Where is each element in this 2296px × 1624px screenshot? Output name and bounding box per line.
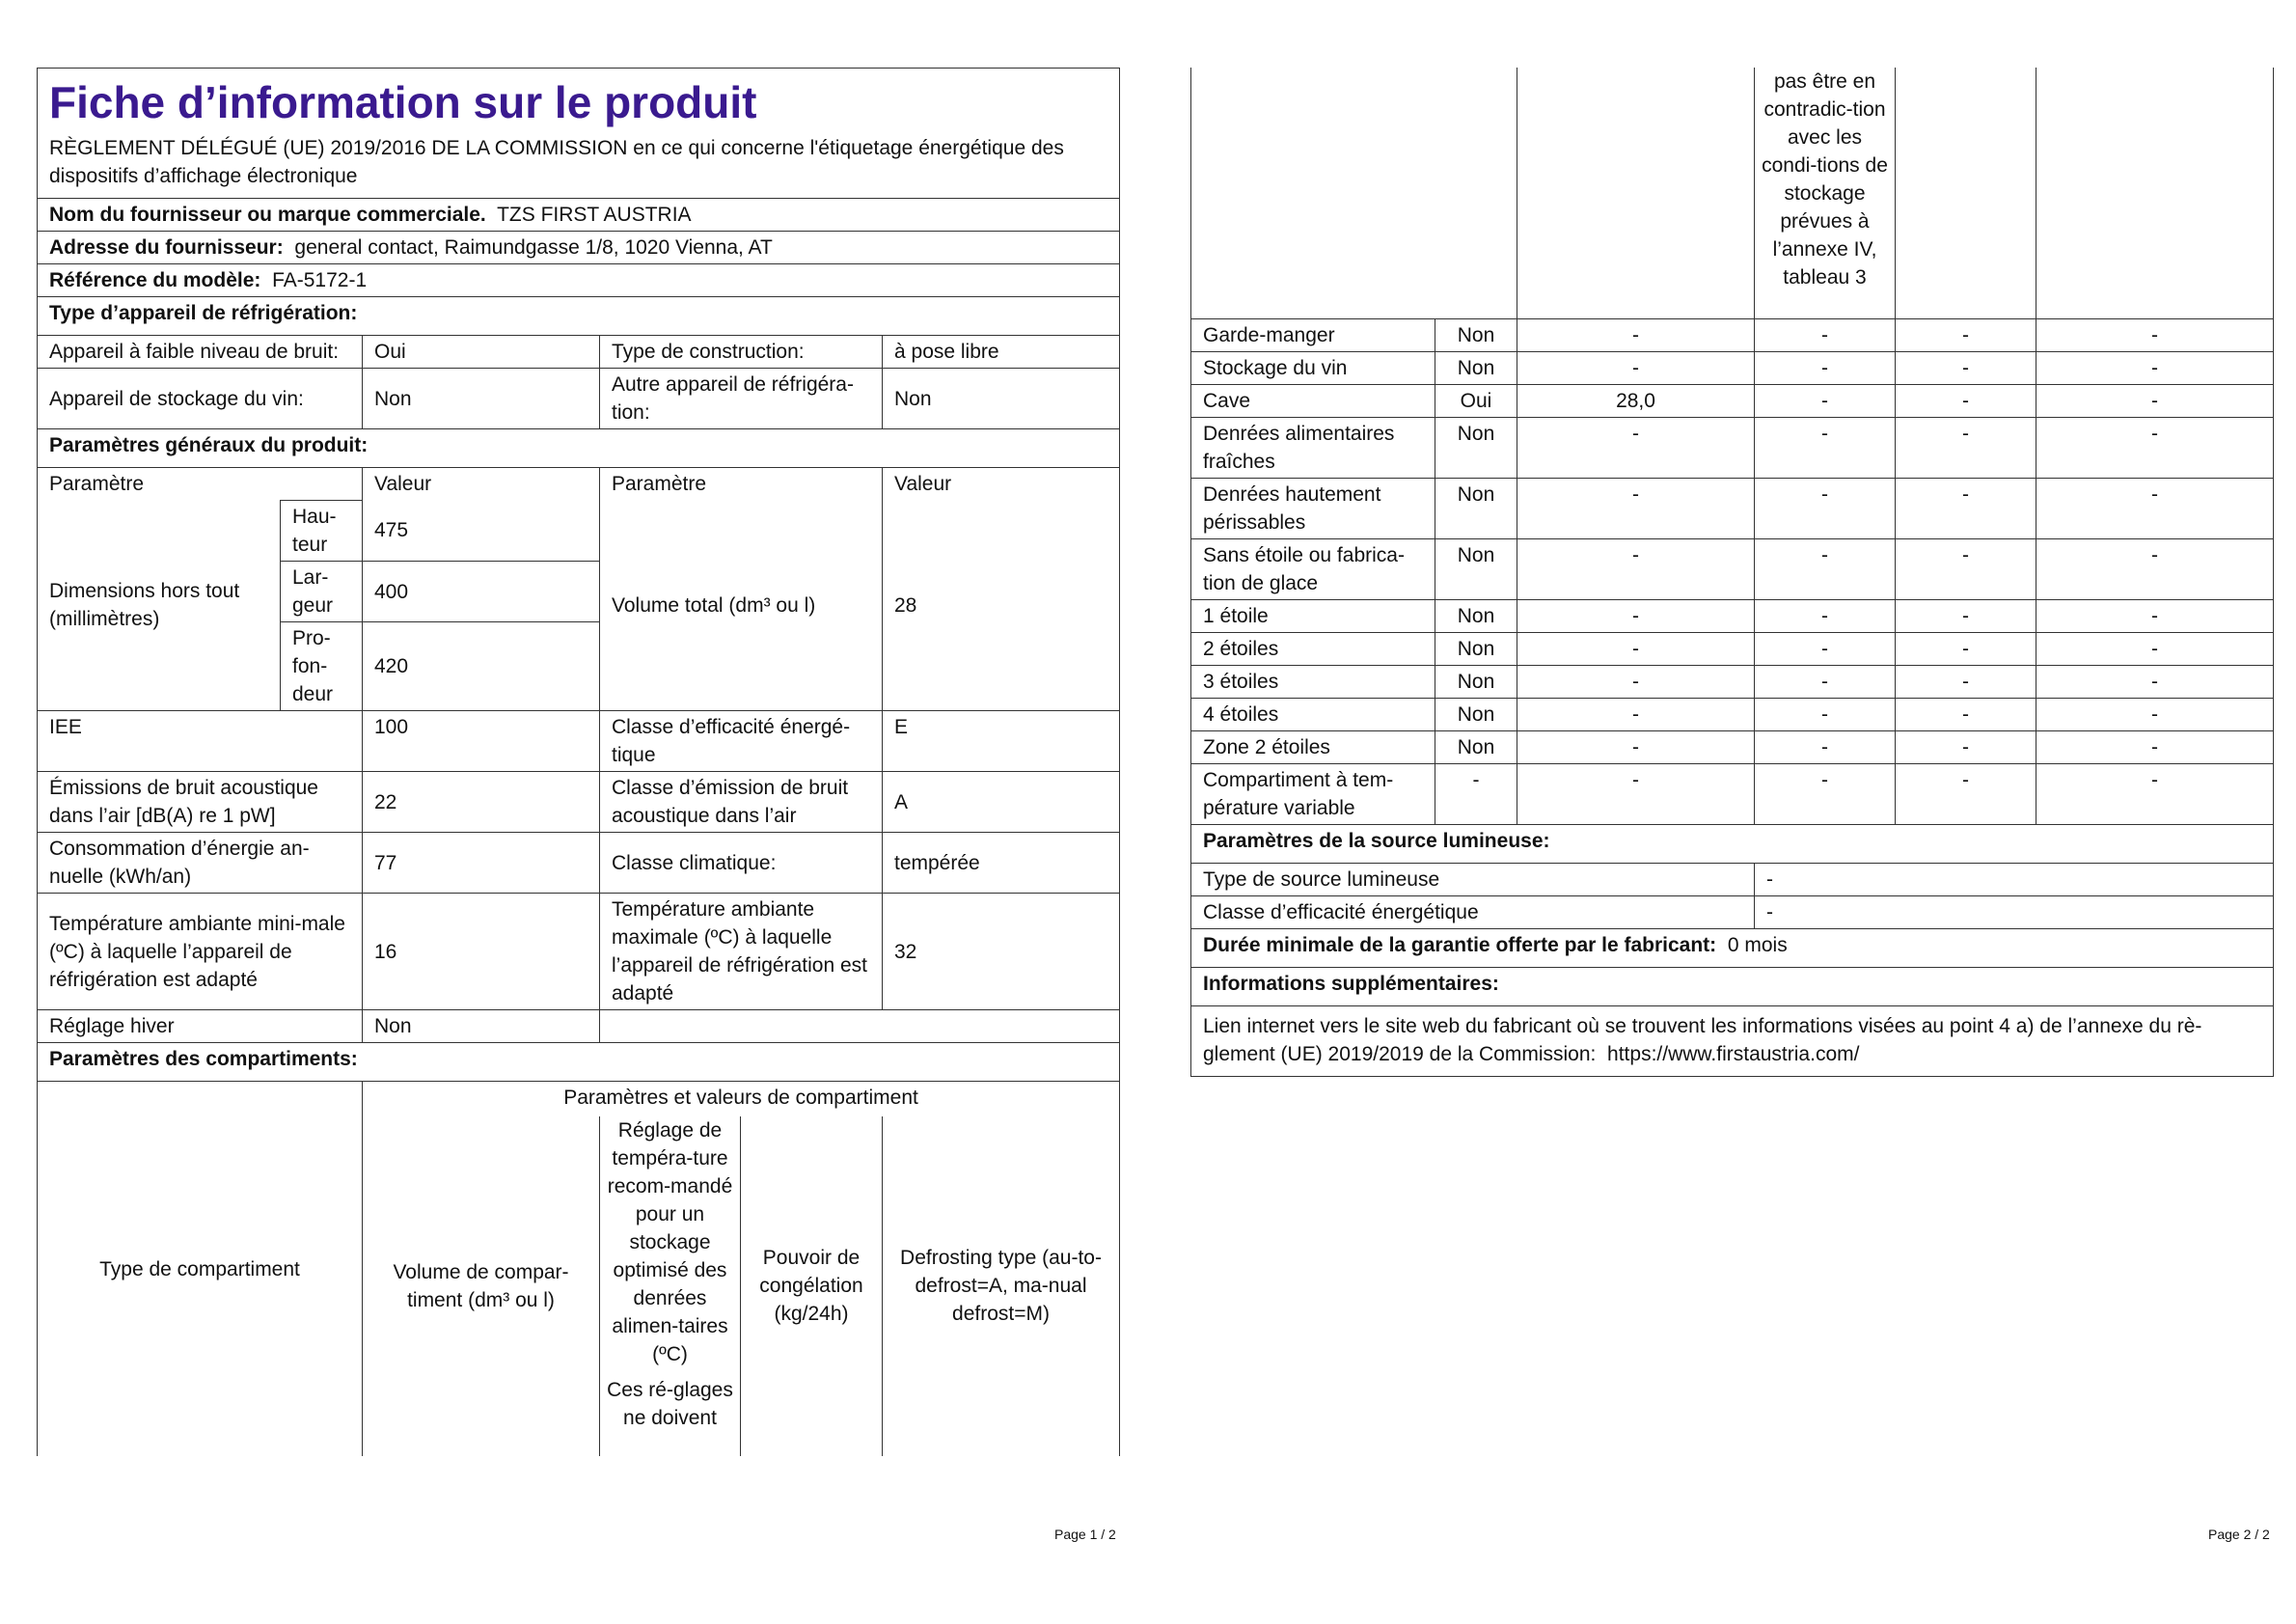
compartment-row	[1191, 764, 2274, 825]
low-noise-label: Appareil à faible niveau de bruit:	[38, 336, 363, 369]
compartment-type: Denrées hautement périssables	[1191, 479, 1435, 539]
compartment-volume: -	[1517, 764, 1755, 825]
noise-class-label: Classe d’émission de bruit acoustique dans l’air	[600, 772, 883, 833]
compartment-defrost: -	[2036, 666, 2274, 699]
compartment-temp: -	[1755, 319, 1896, 352]
compartment-row	[1191, 699, 2274, 731]
compartment-freeze: -	[1896, 731, 2036, 764]
winter-value: Non	[363, 1010, 600, 1043]
consumption-value: 77	[363, 833, 600, 894]
supplier-name-label: Nom du fournisseur ou marque commerciale.	[49, 204, 486, 226]
compartment-present: Non	[1435, 633, 1517, 666]
compartment-type: Stockage du vin	[1191, 352, 1435, 385]
construction-value: à pose libre	[883, 336, 1120, 369]
volume-value: 28	[883, 501, 1120, 711]
compartment-type: Zone 2 étoiles	[1191, 731, 1435, 764]
compartment-type: 2 étoiles	[1191, 633, 1435, 666]
light-heading: Paramètres de la source lumineuse:	[1203, 830, 1550, 852]
compartment-row	[1191, 600, 2274, 633]
compartment-present: Non	[1435, 699, 1517, 731]
compartment-volume: -	[1517, 600, 1755, 633]
value-header-2: Valeur	[883, 468, 1120, 501]
compartment-defrost: -	[2036, 633, 2274, 666]
compartment-present: Non	[1435, 600, 1517, 633]
other-appliance-label: Autre appareil de réfrigéra-tion:	[600, 369, 883, 429]
compartment-defrost: -	[2036, 764, 2274, 825]
compartment-volume: -	[1517, 319, 1755, 352]
compartments-header-table	[37, 1082, 1120, 1456]
page-1	[37, 68, 1119, 1456]
value-header: Valeur	[363, 468, 600, 501]
compartment-temp: -	[1755, 600, 1896, 633]
compartments-table	[1190, 68, 2274, 1077]
compartment-defrost: -	[2036, 699, 2274, 731]
compartment-present: Non	[1435, 479, 1517, 539]
compartment-freeze: -	[1896, 418, 2036, 479]
consumption-label: Consommation d’énergie an-nuelle (kWh/an)	[38, 833, 363, 894]
winter-label: Réglage hiver	[38, 1010, 363, 1043]
compartment-type: Cave	[1191, 385, 1435, 418]
compartment-row	[1191, 479, 2274, 539]
compartment-defrost: -	[2036, 539, 2274, 600]
compartment-type: Garde-manger	[1191, 319, 1435, 352]
compartment-freeze: -	[1896, 699, 2036, 731]
warranty-value: 0 mois	[1727, 934, 1788, 956]
max-temp-value: 32	[883, 894, 1120, 1010]
climate-value: tempérée	[883, 833, 1120, 894]
efficiency-class-label: Classe d’efficacité énergé-tique	[600, 711, 883, 772]
light-type-label: Type de source lumineuse	[1191, 864, 1755, 896]
compartment-row	[1191, 539, 2274, 600]
compartment-defrost: -	[2036, 319, 2274, 352]
min-temp-label: Température ambiante mini-male (ºC) à laquelle l’appareil de réfrigération est adapté	[38, 894, 363, 1010]
compartment-row	[1191, 633, 2274, 666]
max-temp-label: Température ambiante maximale (ºC) à laquelle l’appareil de réfrigération est adapté	[600, 894, 883, 1010]
param-header: Paramètre	[38, 468, 363, 501]
compartment-temp: -	[1755, 731, 1896, 764]
width-value: 400	[363, 562, 600, 622]
regulation-text: RÈGLEMENT DÉLÉGUÉ (UE) 2019/2016 DE LA COMMISSION en ce qui concerne l'étiquetage énergétique des dispositifs d’affichage électronique	[38, 132, 1120, 199]
compartment-type: Sans étoile ou fabrica-tion de glace	[1191, 539, 1435, 600]
compartment-temp: -	[1755, 666, 1896, 699]
depth-value: 420	[363, 622, 600, 711]
compartment-type: 3 étoiles	[1191, 666, 1435, 699]
col-volume-header: Volume de compar-timent (dm³ ou l)	[363, 1116, 600, 1456]
noise-value: 22	[363, 772, 600, 833]
col-defrost-header: Defrosting type (au-to-defrost=A, ma-nual defrost=M)	[883, 1116, 1120, 1456]
compartment-group-header: Paramètres et valeurs de compartiment	[363, 1082, 1120, 1116]
supplier-address-value: general contact, Raimundgasse 1/8, 1020 Vienna, AT	[294, 236, 773, 259]
compartment-temp: -	[1755, 352, 1896, 385]
compartment-freeze: -	[1896, 539, 2036, 600]
compartment-volume: -	[1517, 633, 1755, 666]
wine-value: Non	[363, 369, 600, 429]
additional-text: Lien internet vers le site web du fabricant où se trouvent les informations visées au point 4 a) de l’annexe du rè-glement (UE) 2019/2019 de la Commission:	[1203, 1015, 2202, 1065]
compartment-freeze: -	[1896, 600, 2036, 633]
model-label: Référence du modèle:	[49, 269, 261, 291]
compartment-temp: -	[1755, 699, 1896, 731]
iee-label: IEE	[38, 711, 363, 772]
low-noise-value: Oui	[363, 336, 600, 369]
compartment-defrost: -	[2036, 352, 2274, 385]
general-params-heading: Paramètres généraux du produit:	[49, 434, 369, 456]
compartment-row	[1191, 418, 2274, 479]
wine-label: Appareil de stockage du vin:	[38, 369, 363, 429]
depth-label: Pro-fon-deur	[281, 622, 363, 711]
light-class-label: Classe d’efficacité énergétique	[1191, 896, 1755, 929]
supplier-address-row	[38, 232, 1120, 264]
supplier-address-label: Adresse du fournisseur:	[49, 236, 284, 259]
compartment-freeze: -	[1896, 633, 2036, 666]
compartment-defrost: -	[2036, 479, 2274, 539]
height-label: Hau-teur	[281, 501, 363, 562]
compartment-present: Non	[1435, 352, 1517, 385]
noise-label: Émissions de bruit acoustique dans l’air [dB(A) re 1 pW]	[38, 772, 363, 833]
compartment-volume: -	[1517, 352, 1755, 385]
compartment-row	[1191, 385, 2274, 418]
compartment-type: Compartiment à tem-pérature variable	[1191, 764, 1435, 825]
volume-label: Volume total (dm³ ou l)	[600, 501, 883, 711]
dimensions-label: Dimensions hors tout (millimètres)	[38, 501, 281, 711]
param-header-2: Paramètre	[600, 468, 883, 501]
model-row	[38, 264, 1120, 297]
compartment-present: Non	[1435, 666, 1517, 699]
supplier-name-value: TZS FIRST AUSTRIA	[497, 204, 692, 226]
compartment-type: 1 étoile	[1191, 600, 1435, 633]
efficiency-class-value: E	[883, 711, 1120, 772]
compartment-freeze: -	[1896, 352, 2036, 385]
compartment-volume: -	[1517, 666, 1755, 699]
compartment-present: -	[1435, 764, 1517, 825]
page-number-1: Page 1 / 2	[1054, 1527, 1116, 1542]
light-type-value: -	[1755, 864, 2274, 896]
compartment-present: Non	[1435, 539, 1517, 600]
compartment-defrost: -	[2036, 731, 2274, 764]
compartment-volume: -	[1517, 699, 1755, 731]
compartment-temp: -	[1755, 479, 1896, 539]
compartment-freeze: -	[1896, 666, 2036, 699]
compartment-volume: -	[1517, 539, 1755, 600]
compartment-present: Non	[1435, 418, 1517, 479]
col-temp-header-part2: Ces ré-glages ne doivent	[607, 1378, 733, 1429]
compartment-volume: -	[1517, 418, 1755, 479]
compartment-present: Non	[1435, 731, 1517, 764]
construction-label: Type de construction:	[600, 336, 883, 369]
compartment-temp: -	[1755, 633, 1896, 666]
col-temp-header-part3: pas être en contradic-tion avec les condi-tions de stockage prévues à l’annexe IV, tableau 3	[1755, 68, 1896, 319]
compartment-freeze: -	[1896, 764, 2036, 825]
compartment-row	[1191, 731, 2274, 764]
product-info-table	[37, 68, 1120, 1082]
appliance-type-heading: Type d’appareil de réfrigération:	[49, 302, 358, 324]
compartment-row	[1191, 319, 2274, 352]
width-label: Lar-geur	[281, 562, 363, 622]
page-2	[1190, 68, 2273, 1077]
model-value: FA-5172-1	[272, 269, 368, 291]
compartment-freeze: -	[1896, 385, 2036, 418]
compartment-present: Oui	[1435, 385, 1517, 418]
compartment-temp: -	[1755, 539, 1896, 600]
compartment-temp: -	[1755, 385, 1896, 418]
compartment-freeze: -	[1896, 319, 2036, 352]
light-class-value: -	[1755, 896, 2274, 929]
compartment-present: Non	[1435, 319, 1517, 352]
compartment-volume: -	[1517, 479, 1755, 539]
other-appliance-value: Non	[883, 369, 1120, 429]
compartment-volume: -	[1517, 731, 1755, 764]
col-temp-header-part1: Réglage de tempéra-ture recom-mandé pour un stockage optimisé des denrées alimen-taires (ºC)	[607, 1118, 733, 1365]
manufacturer-link[interactable]: https://www.firstaustria.com/	[1607, 1043, 1860, 1065]
compartment-type: 4 étoiles	[1191, 699, 1435, 731]
compartment-defrost: -	[2036, 418, 2274, 479]
compartment-row	[1191, 352, 2274, 385]
page-number-2: Page 2 / 2	[2208, 1527, 2270, 1542]
height-value: 475	[363, 501, 600, 562]
compartment-temp: -	[1755, 418, 1896, 479]
noise-class-value: A	[883, 772, 1120, 833]
page-title: Fiche d’information sur le produit	[49, 77, 757, 127]
compartment-volume: 28,0	[1517, 385, 1755, 418]
compartment-row	[1191, 666, 2274, 699]
supplier-name-row	[38, 199, 1120, 232]
compartments-heading: Paramètres des compartiments:	[49, 1048, 358, 1070]
col-freeze-header: Pouvoir de congélation (kg/24h)	[741, 1116, 883, 1456]
col-type-header: Type de compartiment	[38, 1082, 363, 1456]
compartment-defrost: -	[2036, 600, 2274, 633]
additional-heading: Informations supplémentaires:	[1203, 973, 1499, 995]
compartment-defrost: -	[2036, 385, 2274, 418]
warranty-label: Durée minimale de la garantie offerte par le fabricant:	[1203, 934, 1717, 956]
min-temp-value: 16	[363, 894, 600, 1010]
iee-value: 100	[363, 711, 600, 772]
climate-label: Classe climatique:	[600, 833, 883, 894]
compartment-type: Denrées alimentaires fraîches	[1191, 418, 1435, 479]
compartment-temp: -	[1755, 764, 1896, 825]
compartment-freeze: -	[1896, 479, 2036, 539]
